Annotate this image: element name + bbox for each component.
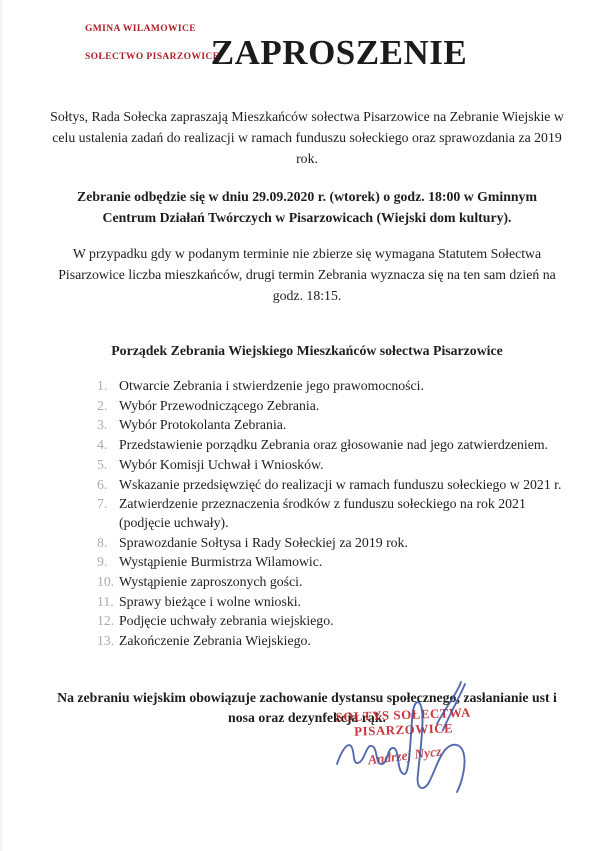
agenda-item <box>97 632 564 651</box>
official-stamp <box>327 705 481 768</box>
municipality-name: GMINA WILAMOWICE <box>85 24 196 34</box>
agenda-item <box>97 436 564 455</box>
meeting-details-paragraph: Zebranie odbędzie się w dniu 29.09.2020 r. (wtorek) o godz. 18:00 w Gminnym Centrum Działań Twórczych w Pisarzowicach (Wiejski dom kultury). <box>77 189 537 225</box>
agenda-item-number: 5. <box>97 456 108 472</box>
page-title: ZAPROSZENIE <box>210 33 468 72</box>
second-term-paragraph: W przypadku gdy w podanym terminie nie zbierze się wymagana Statutem Sołectwa Pisarzowice liczba mieszkańców, drugi termin Zebrania wyznacza się na ten sam dzień na godz. 18:15. <box>58 246 556 303</box>
agenda-item <box>97 456 564 475</box>
intro-paragraph: Sołtys, Rada Sołecka zapraszają Mieszkańców sołectwa Pisarzowice na Zebranie Wiejskie w celu ustalenia zadań do realizacji w ramach funduszu sołeckiego oraz sprawozdania za 2019 rok. <box>50 109 564 166</box>
agenda-item-number: 1. <box>97 378 108 393</box>
agenda-item-number: 3. <box>97 417 108 433</box>
agenda-item-text: Wybór Protokolanta Zebrania. <box>119 417 287 433</box>
agenda-item <box>97 573 564 592</box>
agenda-item-text: Wystąpienie zaproszonych gości. <box>119 574 303 590</box>
agenda-item <box>97 377 564 396</box>
agenda-item-text: Zakończenie Zebrania Wiejskiego. <box>119 633 311 649</box>
agenda-item-text: Przedstawienie porządku Zebrania oraz głosowanie nad jego zatwierdzeniem. <box>119 437 549 453</box>
agenda-item-number: 8. <box>97 534 108 550</box>
agenda-item-text: Sprawy bieżące i wolne wnioski. <box>119 593 301 609</box>
agenda-item-text: Wystąpienie Burmistrza Wilamowic. <box>119 554 323 570</box>
agenda-item-number: 7. <box>97 496 108 512</box>
agenda-item-number: 10. <box>97 574 115 590</box>
agenda-item-number: 11. <box>97 593 114 609</box>
agenda-item <box>97 495 564 532</box>
agenda-item-number: 4. <box>97 437 108 453</box>
agenda-list <box>50 377 564 651</box>
agenda-item <box>97 553 564 572</box>
agenda-item-number: 13. <box>97 633 115 649</box>
agenda-item <box>97 397 564 416</box>
agenda-item-text: Wskazanie przedsięwzięć do realizacji w ramach funduszu sołeckiego w 2021 r. <box>119 476 562 492</box>
agenda-item-text: Wybór Komisji Uchwał i Wniosków. <box>119 456 324 472</box>
agenda-item-number: 6. <box>97 476 108 492</box>
document-body <box>0 106 600 729</box>
agenda-item <box>97 612 564 631</box>
agenda-item-number: 12. <box>97 613 115 629</box>
stamp-title-line: SOŁTYS SOŁECTWA <box>335 705 472 725</box>
agenda-item-text: Otwarcie Zebrania i stwierdzenie jego prawomocności. <box>119 378 424 393</box>
agenda-item <box>97 593 564 612</box>
agenda-item <box>97 416 564 435</box>
village-council-name: SOŁECTWO PISARZOWICE <box>85 51 220 62</box>
stamp-signer-name: Andrzej Nycz <box>367 743 443 768</box>
agenda-item-text: Wybór Przewodniczącego Zebrania. <box>119 397 320 413</box>
covid-note: Na zebraniu wiejskim obowiązuje zachowanie dystansu społecznego, zasłanianie ust i nosa oraz dezynfekcja rąk. <box>57 689 557 726</box>
agenda-title: Porządek Zebrania Wiejskiego Mieszkańców sołectwa Pisarzowice <box>111 343 503 358</box>
agenda-item-text: Sprawozdanie Sołtysa i Rady Sołeckiej za 2019 rok. <box>119 534 408 550</box>
agenda-item-text: Podjęcie uchwały zebrania wiejskiego. <box>119 613 334 629</box>
agenda-item-number: 9. <box>97 554 108 570</box>
agenda-item <box>97 476 564 495</box>
agenda-item-text: Zatwierdzenie przeznaczenia środków z funduszu sołeckiego na rok 2021 (podjęcie uchwały). <box>119 496 526 530</box>
stamp-village-line: PISARZOWICE <box>354 720 454 739</box>
agenda-item-number: 2. <box>97 397 108 413</box>
agenda-item <box>97 534 564 553</box>
